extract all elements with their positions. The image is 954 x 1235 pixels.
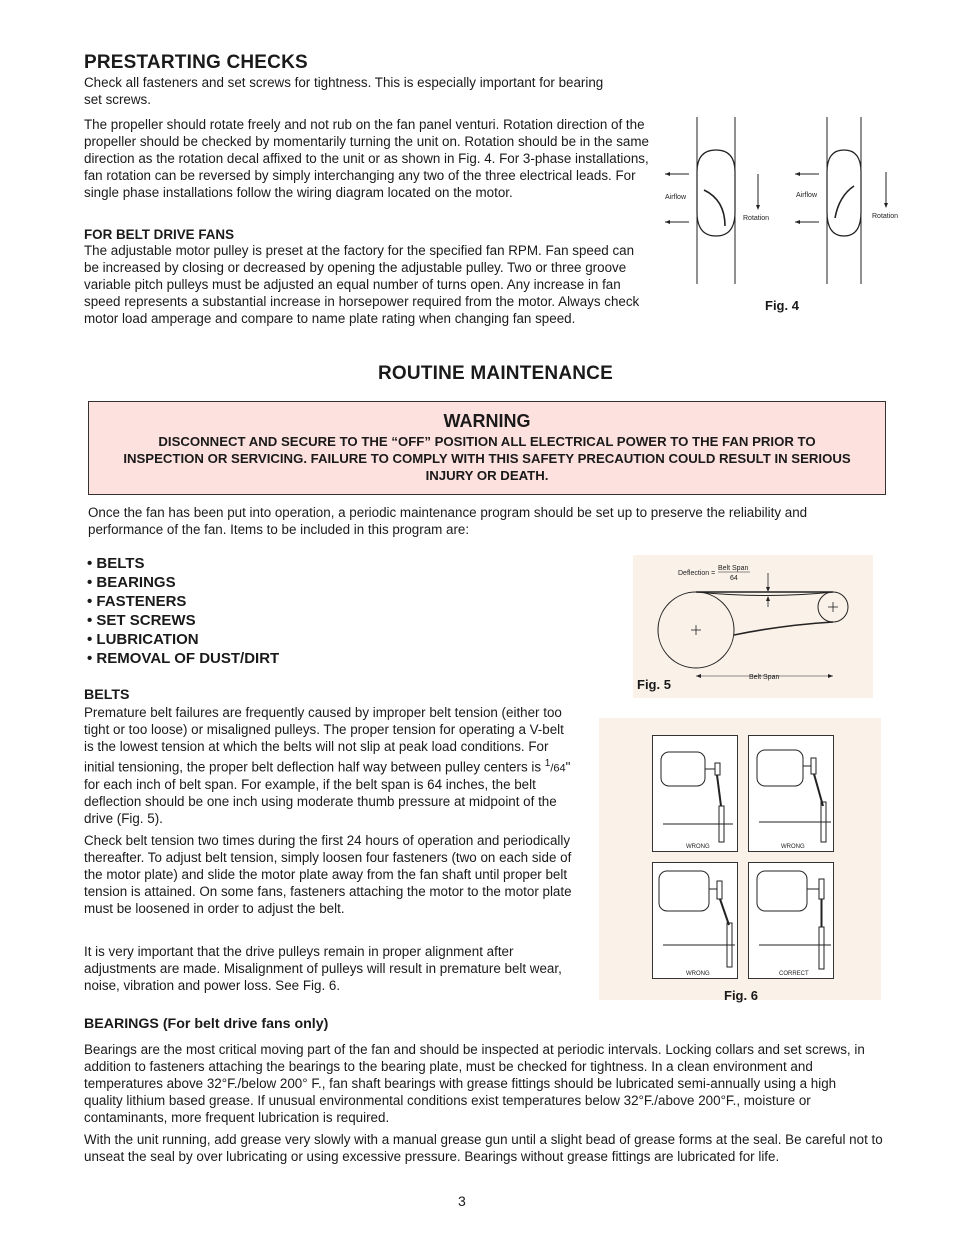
page-number: 3 bbox=[458, 1193, 466, 1209]
belts-paragraph-3: It is very important that the drive pulleys remain in proper alignment after adjustments are made. Misalignment of pulleys will result in premature belt wear, noise, vibration and power loss. See Fig. 6. bbox=[84, 944, 562, 993]
fig5-fraction-bottom: 64 bbox=[730, 575, 738, 582]
fig6-caption: Fig. 6 bbox=[724, 988, 758, 1003]
belts-paragraph-2: Check belt tension two times during the first 24 hours of operation and periodically thereafter. To adjust belt tension, simply loosen four fasteners (two on each side of the motor plate) and slide the motor plate away from the fan shaft until proper belt tension is attained. On some fans, fasteners attaching the motor to the motor plate must be loosened in order to adjust the belt. bbox=[84, 833, 572, 916]
prestarting-title: PRESTARTING CHECKS bbox=[84, 52, 308, 73]
list-item: • BELTS bbox=[87, 554, 347, 573]
fig5-belt-span-label: Belt Span bbox=[749, 674, 780, 681]
fig6-label-wrong-2: WRONG bbox=[781, 844, 805, 850]
prestarting-paragraph-1: Check all fasteners and set screws for tightness. This is especially important for bearing set screws. bbox=[84, 75, 604, 107]
belt-drive-paragraph: The adjustable motor pulley is preset at the factory for the specified fan RPM. Fan speed can be increased by closing or decreased by opening the adjustable pulley. Two or three groove variable pitch pulleys must be adjusted an equal number of turns open. Any increase in fan speed represents a substantial increase in horsepower required from the motor. Always check motor load amperage and compare to name plate rating when changing fan speed. bbox=[84, 243, 640, 326]
belts-heading: BELTS bbox=[84, 687, 130, 703]
fig6-panel-wrong-3 bbox=[652, 862, 738, 979]
warning-title: WARNING bbox=[443, 411, 531, 431]
belt-drive-heading: FOR BELT DRIVE FANS bbox=[84, 227, 235, 242]
list-item: • LUBRICATION bbox=[87, 630, 347, 649]
belts-paragraph-1 bbox=[84, 705, 574, 828]
fig6-label-wrong-3: WRONG bbox=[686, 971, 710, 977]
fig5-fraction-top: Belt Span bbox=[718, 565, 749, 572]
prestarting-paragraph-2: The propeller should rotate freely and not rub on the fan panel venturi. Rotation direction of the propeller should be checked by momentarily turning the unit on. Rotation should be in the same direction as the rotation decal affixed to the unit or as shown in Fig. 4. For 3-phase installations, fan rotation can be reversed by simply interchanging any two of the three electrical leads. For single phase installations follow the wiring diagram located on the motor. bbox=[84, 117, 649, 200]
fig6-label-wrong-1: WRONG bbox=[686, 844, 710, 850]
fig4-left-airflow-label: Airflow bbox=[665, 194, 687, 201]
fig5-caption: Fig. 5 bbox=[637, 677, 671, 692]
bearings-paragraph-1: Bearings are the most critical moving part of the fan and should be inspected at periodic intervals. Locking collars and set screws, in addition to fasteners attaching the bearings to the bearing plate, must be checked for tightness. In a clean environment and temperatures above 32°F./below 200° F., fan shaft bearings with grease fittings should be lubricated semi-annually using a high quality lithium based grease. If unusual environmental conditions exist temperatures below 32°F./above 200°F., moisture or contaminants, more frequent lubrication is required. bbox=[84, 1042, 865, 1125]
warning-text: DISCONNECT AND SECURE TO THE “OFF” POSITION ALL ELECTRICAL POWER TO THE FAN PRIOR TO INSPECTION OR SERVICING. FAILURE TO COMPLY WITH THIS SAFETY PRECAUTION COULD RESULT IN SERIOUS INJURY OR DEATH. bbox=[123, 434, 851, 483]
routine-maintenance-title: ROUTINE MAINTENANCE bbox=[378, 363, 613, 384]
fig4-rotation-diagram bbox=[655, 112, 910, 292]
belts-paragraph-1-start: Premature belt failures are frequently caused by improper belt tension (either too tight or too loose) or misaligned pulleys. The proper tension for operating a V-belt is the lowest tension at which the belts will not slip at peak load conditions. For initial tensioning, the proper belt deflection half way between pulley centers is bbox=[84, 705, 564, 775]
fig6-panel-wrong-1 bbox=[652, 735, 738, 852]
fig6-panel bbox=[599, 718, 881, 1000]
fig4-right-airflow-label: Airflow bbox=[796, 192, 818, 199]
fig4-caption: Fig. 4 bbox=[765, 298, 799, 313]
fig6-label-correct: CORRECT bbox=[779, 971, 809, 977]
fig6-panel-wrong-2 bbox=[748, 735, 834, 852]
fig4-left-rotation-label: Rotation bbox=[743, 215, 770, 222]
belts-paragraph-1-end: " for each inch of belt span. For example, if the belt span is 64 inches, the belt deflection should be one inch using moderate thumb pressure at midpoint of the drive (Fig. 5). bbox=[84, 759, 571, 826]
maintenance-items-list bbox=[87, 554, 347, 668]
fig6-panel-correct bbox=[748, 862, 834, 979]
fraction-denominator: /64 bbox=[550, 762, 566, 775]
bearings-paragraph-2: With the unit running, add grease very slowly with a manual grease gun until a slight bead of grease forms at the seal. Be careful not to unseat the seal by over lubricating or using excessive pressure. Bearings without grease fittings are lubricated for life. bbox=[84, 1132, 883, 1164]
warning-box bbox=[88, 401, 886, 495]
fraction-numerator: 1 bbox=[544, 757, 551, 769]
routine-intro: Once the fan has been put into operation, a periodic maintenance program should be set up to preserve the reliability and performance of the fan. Items to be included in this program are: bbox=[88, 505, 808, 537]
list-item: • FASTENERS bbox=[87, 592, 347, 611]
fig4-right-rotation-label: Rotation bbox=[872, 213, 899, 220]
list-item: • REMOVAL OF DUST/DIRT bbox=[87, 649, 347, 668]
list-item: • SET SCREWS bbox=[87, 611, 347, 630]
fig5-deflection-label: Deflection = bbox=[678, 570, 716, 577]
list-item: • BEARINGS bbox=[87, 573, 347, 592]
bearings-heading: BEARINGS (For belt drive fans only) bbox=[84, 1016, 329, 1032]
